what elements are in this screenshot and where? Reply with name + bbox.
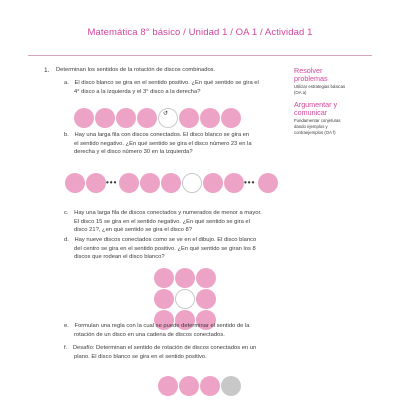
skill2-text-line-1: Fundamentar conjeturas	[294, 118, 341, 124]
disk	[74, 108, 94, 128]
disk	[161, 173, 181, 193]
question-intro: Determinan los sentidos de la rotación de discos combinados.	[56, 67, 216, 73]
disk	[140, 173, 160, 193]
disk	[258, 173, 278, 193]
skill1-text-line-2: (OA a)	[294, 90, 307, 96]
item-d-line-3: discos que rodean el disco blanco?	[74, 254, 165, 261]
disk	[200, 108, 220, 128]
disk	[221, 108, 241, 128]
item-e	[64, 322, 249, 339]
skill-text-argue-communicate	[294, 118, 345, 135]
disk	[119, 173, 139, 193]
item-a-letter: a.	[64, 80, 69, 86]
disk	[179, 108, 199, 128]
item-d	[64, 236, 256, 262]
item-e-line-1: Formulan una regla con la cual se puede determinar el sentido de la	[74, 323, 250, 329]
disk	[196, 289, 216, 309]
white-disk	[175, 289, 195, 309]
item-d-line-1: Hay nueve discos conectados como se ve en el dibujo. El disco blanco	[74, 237, 257, 243]
disk	[200, 376, 220, 396]
disk	[196, 268, 216, 288]
item-f-line-2: plano. El disco blanco se gira en el sentido positivo.	[74, 353, 207, 360]
gray-disk	[221, 376, 241, 396]
disk	[86, 173, 106, 193]
skill-text-problem-solving	[294, 84, 345, 96]
skill-heading-argue-communicate	[294, 101, 345, 117]
skill1-heading-line-1: Resolver	[294, 66, 323, 75]
skill1-text-line-1: Utilizar estrategias básicas	[294, 84, 346, 90]
item-a	[64, 79, 259, 96]
disk	[203, 173, 223, 193]
skill2-text-line-3: contraejemplos (OA f)	[294, 130, 336, 135]
item-b	[64, 131, 252, 157]
skill2-text-line-2: dando ejemplos y	[294, 124, 328, 130]
item-a-line-2: 4° disco a la izquierda y el 3° disco a la derecha?	[74, 88, 201, 95]
item-c-line-1: Hay una larga fila de discos conectados y numerados de menor a mayor.	[74, 210, 262, 216]
item-b-letter: b.	[64, 132, 69, 138]
item-b-line-1: Hay una larga fila con discos conectados. El disco blanco se gira en	[74, 132, 250, 138]
header-divider	[28, 55, 372, 56]
disk	[175, 268, 195, 288]
item-f	[64, 344, 256, 361]
item-c	[64, 209, 262, 235]
rotation-arrow-icon: ↺	[163, 111, 169, 117]
item-d-line-2: del centro se gira en el sentido positivo. ¿En qué sentido se giran los 8	[74, 245, 256, 252]
item-d-letter: d.	[64, 237, 69, 243]
item-a-line-1: El disco blanco se gira en el sentido positivo. ¿En qué sentido se gira el	[74, 80, 259, 86]
disk	[154, 268, 174, 288]
ellipsis: •••	[106, 178, 118, 187]
disk	[154, 289, 174, 309]
item-f-line-1: Desafío: Determinan el sentido de rotación de discos conectados en un	[72, 345, 257, 351]
question-number: 1.	[44, 67, 50, 74]
disk	[95, 108, 115, 128]
skill-heading-problem-solving	[294, 67, 345, 83]
skill2-heading-line-1: Argumentar y	[294, 100, 338, 109]
item-f-letter: f.	[64, 345, 68, 351]
item-b-line-3: derecha y el disco número 30 en la izquierda?	[74, 149, 193, 156]
item-b-line-2: el sentido negativo. ¿En qué sentido se gira el disco número 23 en la	[74, 140, 252, 147]
item-e-letter: e.	[64, 323, 69, 329]
item-e-line-2: rotación de un disco en una cadena de discos conectados.	[74, 331, 225, 338]
item-c-line-2: El disco 15 se gira en el sentido negativo. ¿En qué sentido se gira el	[74, 218, 250, 225]
item-c-letter: c.	[64, 210, 69, 216]
white-disk	[182, 173, 202, 193]
disk	[158, 376, 178, 396]
disk	[116, 108, 136, 128]
sidebar	[294, 67, 345, 136]
disk	[65, 173, 85, 193]
item-c-line-3: disco 21?, ¿en qué sentido se gira el disco 8?	[74, 227, 192, 234]
skill1-heading-line-2: problemas	[294, 74, 328, 84]
disk	[137, 108, 157, 128]
page-title: Matemática 8° básico / Unidad 1 / OA 1 / Actividad 1	[87, 27, 313, 38]
disk	[179, 376, 199, 396]
skill2-heading-line-2: comunicar	[294, 108, 328, 118]
disk	[224, 173, 244, 193]
ellipsis: •••	[244, 178, 256, 187]
